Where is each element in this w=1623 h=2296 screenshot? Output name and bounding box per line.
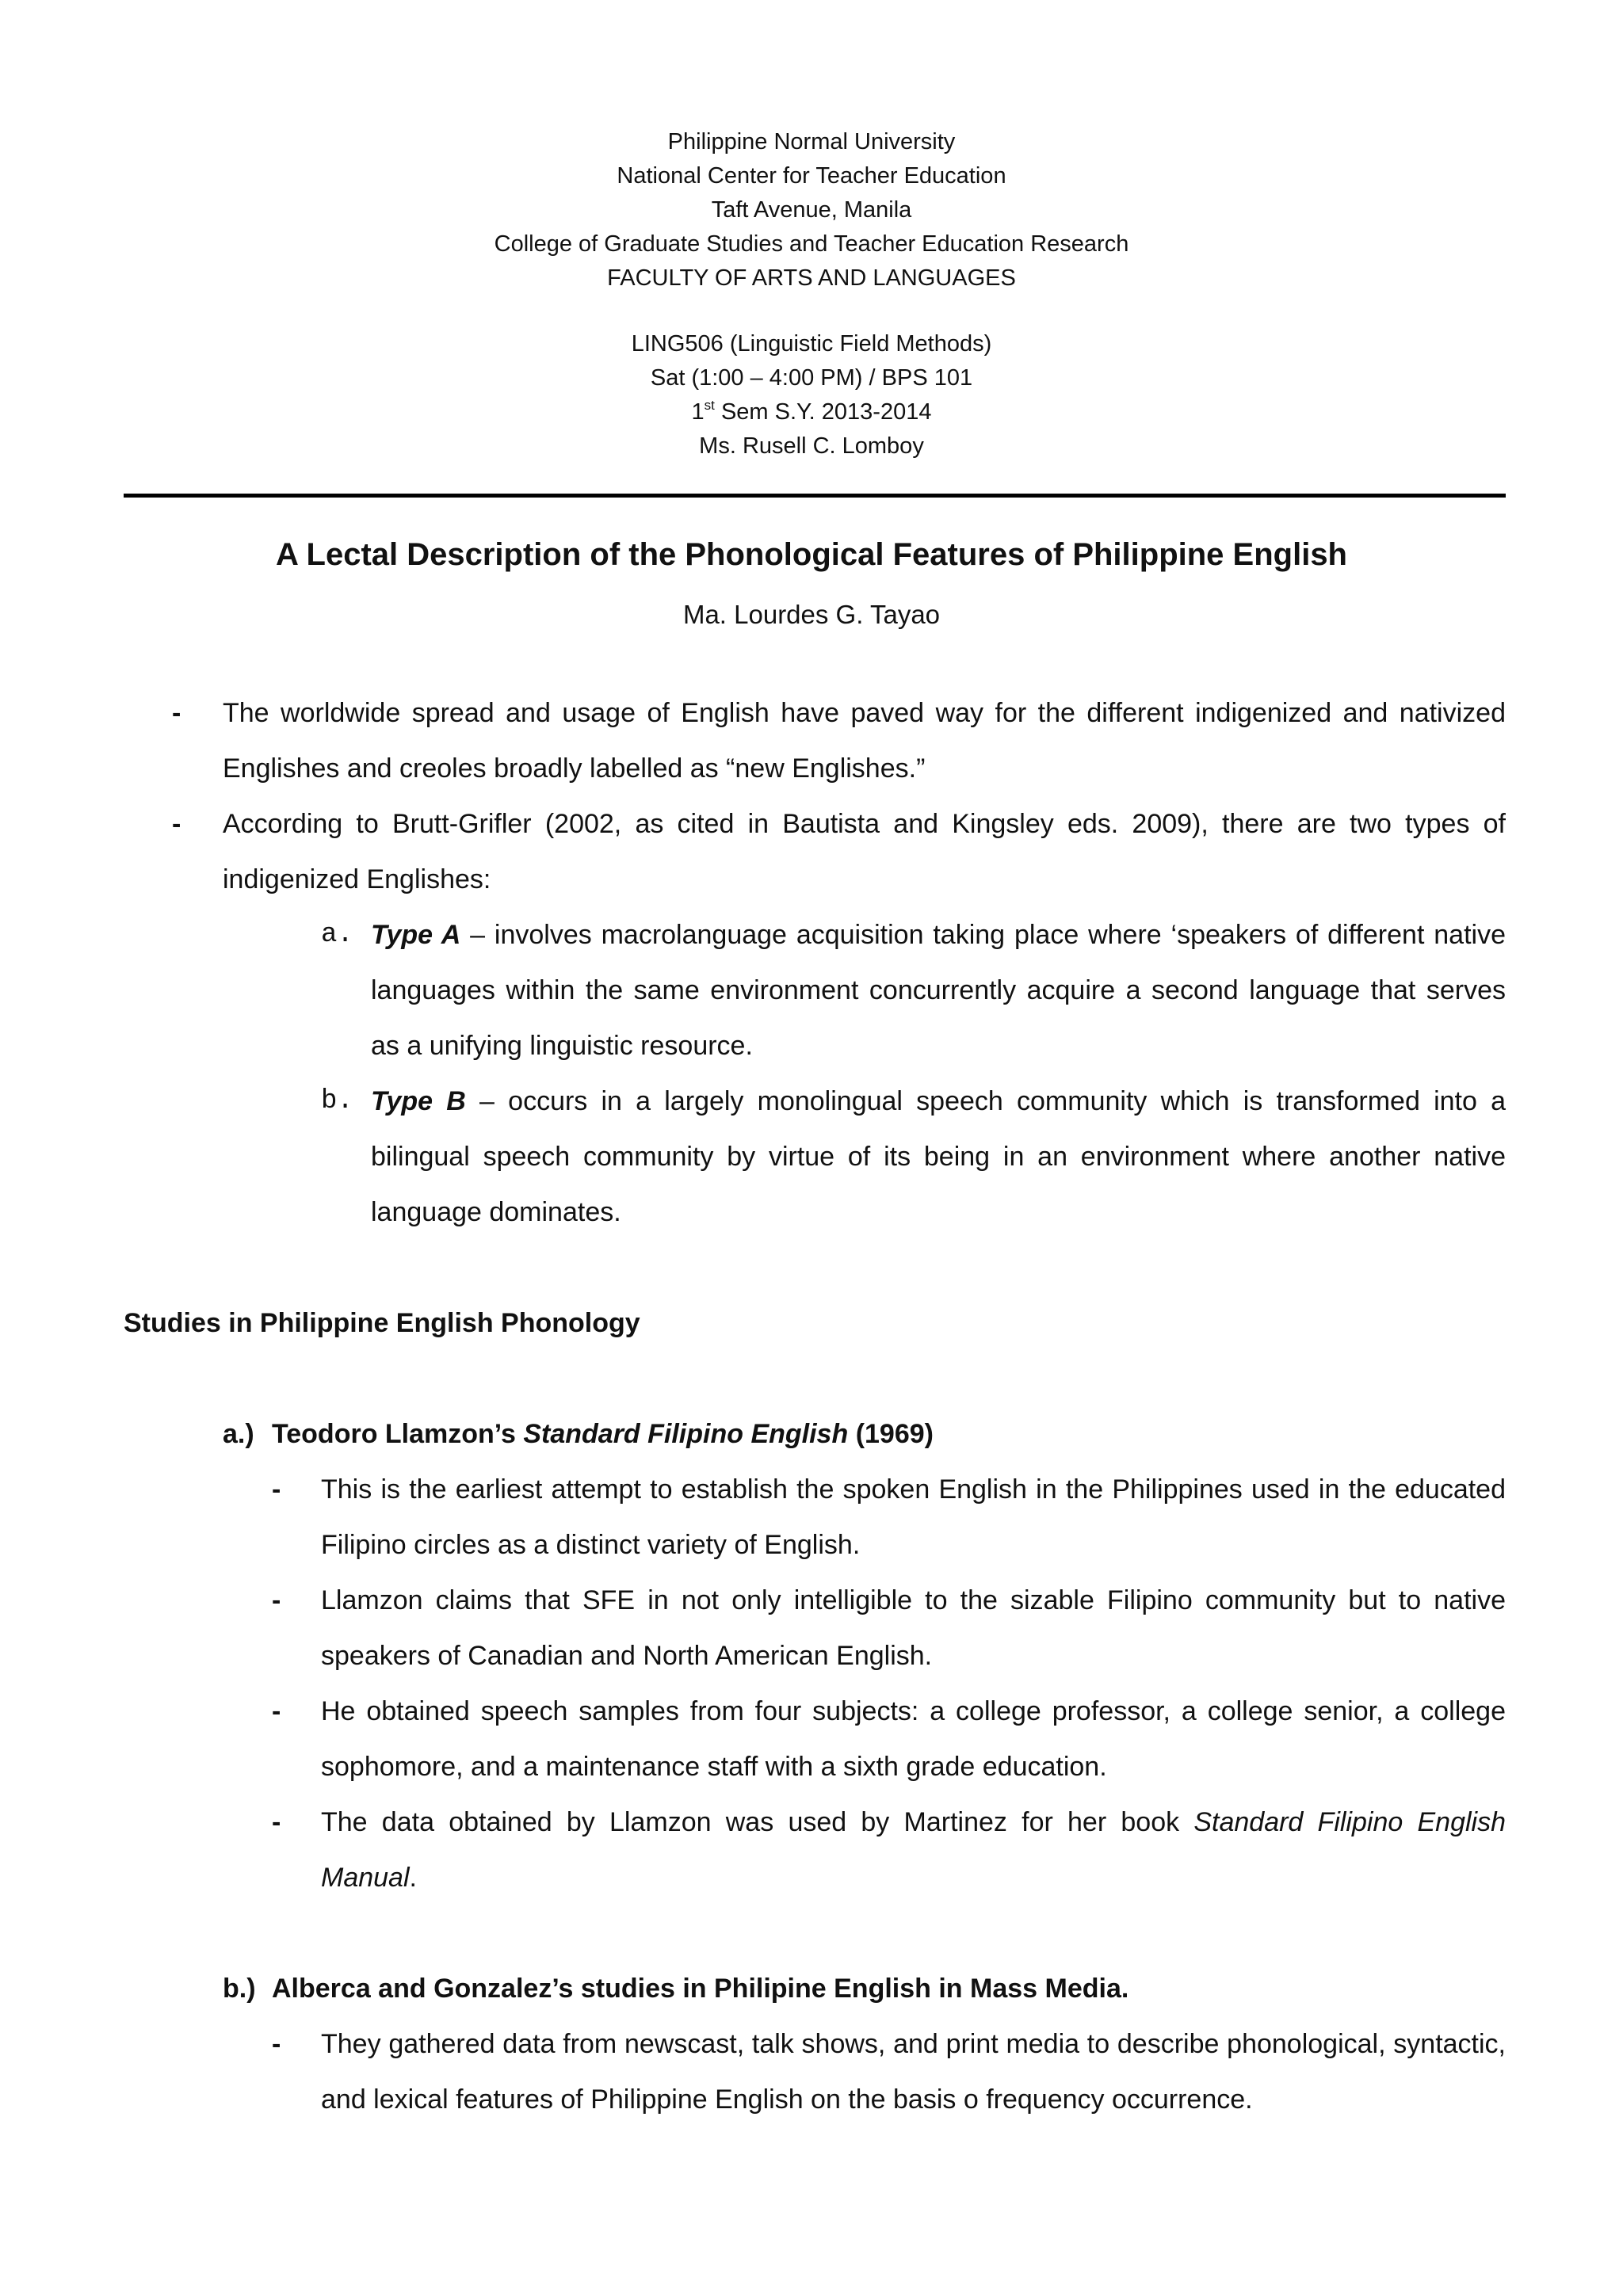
college-name: College of Graduate Studies and Teacher Education Research	[494, 231, 1129, 257]
bullet-dash: -	[272, 1585, 281, 1615]
bullet-dash: -	[172, 809, 181, 839]
study-a-point-4: The data obtained by Llamzon was used by Martinez for her book Standard Filipino English Manual.	[321, 1807, 1507, 1893]
university-name: Philippine Normal University	[667, 129, 956, 154]
address: Taft Avenue, Manila	[711, 197, 912, 223]
list-letter-b: b.	[321, 1086, 353, 1116]
course-name: LING506 (Linguistic Field Methods)	[631, 331, 992, 357]
class-schedule: Sat (1:00 – 4:00 PM) / BPS 101	[650, 365, 973, 391]
bullet-dash: -	[272, 1474, 281, 1505]
faculty-name: FACULTY OF ARTS AND LANGUAGES	[607, 265, 1016, 291]
type-a-description: Type A – involves macrolanguage acquisition taking place where ‘speakers of different native languages within the same environment concurrently acquire a second language that serves as a unifying linguistic resource.	[371, 920, 1506, 1061]
document-header	[0, 125, 1623, 463]
bullet-dash: -	[272, 1807, 281, 1837]
intro-point-1: The worldwide spread and usage of English have paved way for the different indigenized and nativized Englishes and creoles broadly labelled as “new Englishes.”	[223, 698, 1506, 784]
study-a-point-3: He obtained speech samples from four subjects: a college professor, a college senior, a college sophomore, and a maintenance staff with a sixth grade education.	[321, 1696, 1506, 1782]
study-a-point-2: Llamzon claims that SFE in not only intelligible to the sizable Filipino community but to native speakers of Canadian and North American English.	[321, 1585, 1506, 1671]
study-a-heading: a.) Teodoro Llamzon’s Standard Filipino English (1969)	[223, 1419, 934, 1449]
center-name: National Center for Teacher Education	[617, 163, 1006, 189]
type-b-description: Type B – occurs in a largely monolingual speech community which is transformed into a bilingual speech community by virtue of its being in an environment where another native language dominates.	[371, 1086, 1507, 1227]
bullet-dash: -	[172, 698, 181, 728]
study-b-point-1: They gathered data from newscast, talk shows, and print media to describe phonological, syntactic, and lexical features of Philippine English on the basis o frequency occurrence.	[321, 2029, 1506, 2115]
document-author: Ma. Lourdes G. Tayao	[682, 600, 941, 629]
list-letter-a: a.	[321, 920, 353, 950]
semester: 1st Sem S.Y. 2013-2014	[691, 398, 932, 425]
study-b-heading: b.) Alberca and Gonzalez’s studies in Philipine English in Mass Media.	[223, 1974, 1129, 2004]
instructor-name: Ms. Rusell C. Lomboy	[699, 433, 924, 459]
document-title: A Lectal Description of the Phonological Features of Philippine English	[276, 537, 1347, 572]
intro-point-2: According to Brutt-Grifler (2002, as cited in Bautista and Kingsley eds. 2009), there are two types of indigenized Englishes:	[223, 809, 1506, 894]
section-heading: Studies in Philippine English Phonology	[124, 1308, 640, 1338]
bullet-dash: -	[272, 2029, 281, 2059]
header-divider	[124, 494, 1506, 498]
study-a-point-1: This is the earliest attempt to establish the spoken English in the Philippines used in the educated Filipino circles as a distinct variety of English.	[321, 1474, 1506, 1560]
bullet-dash: -	[272, 1696, 281, 1726]
